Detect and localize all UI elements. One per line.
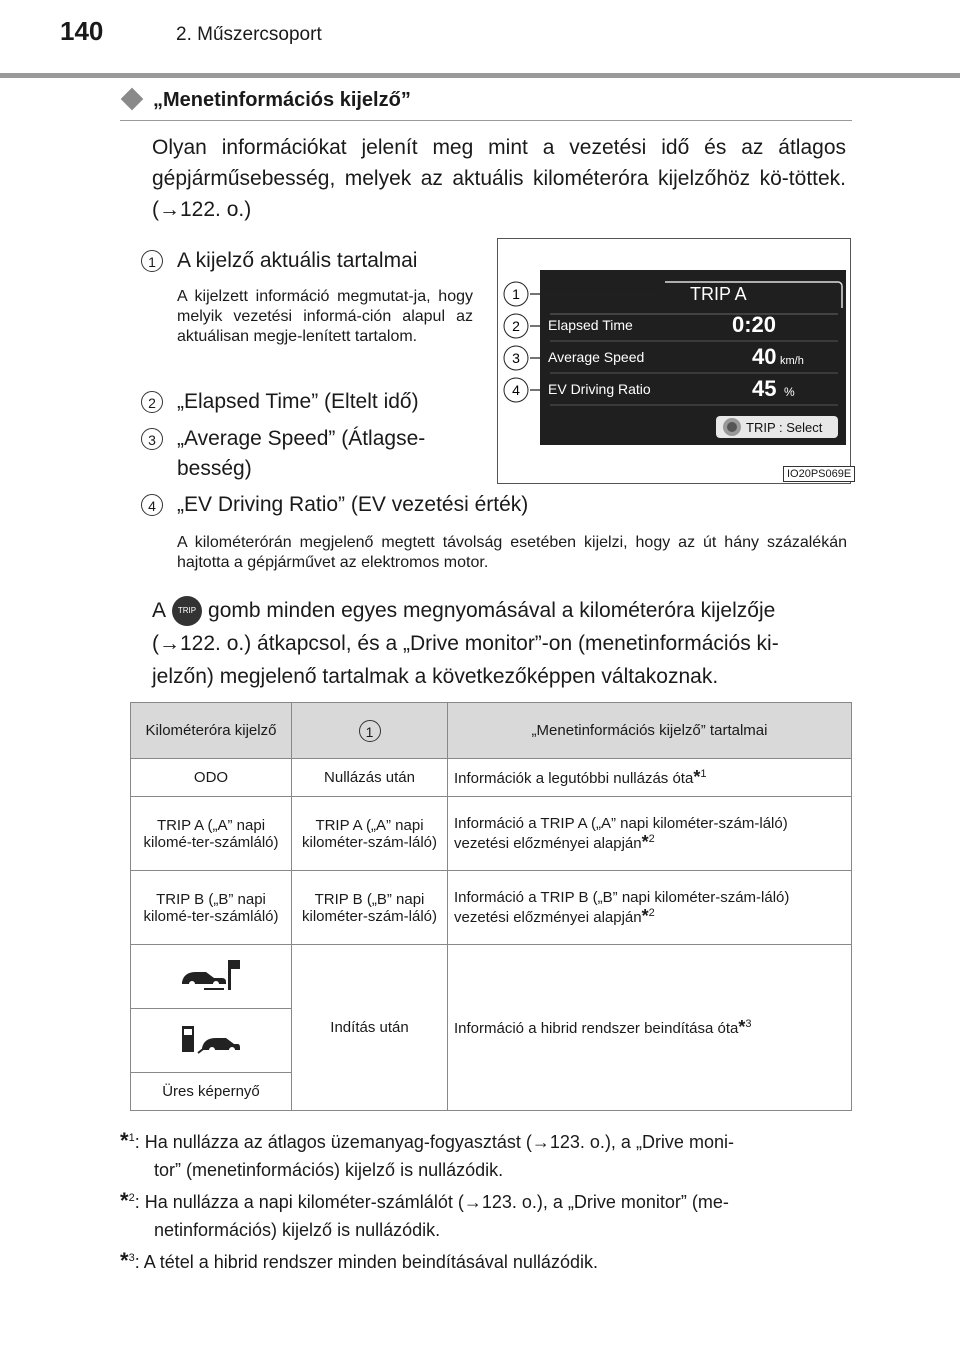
table-header-cell	[292, 703, 448, 759]
page-number: 140	[60, 16, 104, 46]
footnote-ref: 1	[700, 768, 707, 780]
car-flag-icon	[180, 958, 242, 992]
footnote-text: : Ha nullázza az átlagos üzemanyag-fogyasztást (→123. o.), a „Drive moni-	[134, 1132, 734, 1152]
footnote-text: : A tétel a hibrid rendszer minden beindításával nullázódik.	[134, 1252, 598, 1272]
para-text: jelzőn) megjelenő tartalmak a következőképpen váltakoznak.	[152, 665, 719, 688]
footnote	[120, 1124, 852, 1184]
chapter-title: 2. Műszercsoport	[176, 24, 322, 45]
table-cell: ODO	[131, 759, 292, 797]
item-title: A kijelző aktuális tartalmai	[177, 249, 418, 272]
table-cell: Információ a hibrid rendszer beindítása óta*$^3$	[448, 945, 852, 1111]
trip-paragraph	[152, 594, 852, 693]
info-table	[130, 702, 852, 1111]
item-title: „Elapsed Time” (Eltelt idő)	[177, 390, 419, 413]
table-cell: Üres képernyő	[131, 1073, 292, 1111]
item-title: „EV Driving Ratio” (EV vezetési érték)	[177, 493, 529, 516]
table-cell	[131, 1009, 292, 1073]
cell-text: Információ a TRIP A („A” napi kilométer-szám-láló) vezetési előzményei alapján	[454, 814, 788, 852]
screen-row-value: 0:20	[732, 312, 777, 337]
callout-number: 3	[512, 350, 520, 366]
table-row	[131, 945, 852, 1009]
footnote	[120, 1184, 852, 1244]
table-cell: TRIP A („A” napi kilomé-ter-számláló)	[131, 797, 292, 871]
callout-lines	[497, 238, 851, 484]
header-number: 1	[359, 720, 381, 742]
footnote-mark: *	[120, 1188, 129, 1213]
callout-number: 4	[512, 382, 520, 398]
callout-number: 1	[512, 286, 520, 302]
screen-row-unit: km/h	[780, 355, 804, 367]
footnote-ref: 2	[648, 906, 655, 919]
screen-row-label: Average Speed	[548, 349, 645, 365]
screen-row-unit: %	[784, 385, 795, 399]
table-header-row	[131, 703, 852, 759]
cell-text: Információ a TRIP B („B” napi kilométer-szám-láló) vezetési előzményei alapján	[454, 888, 790, 926]
fuel-car-icon	[180, 1022, 242, 1056]
table-header-cell: Kilométeróra kijelző	[131, 703, 292, 759]
footnote-ref: 3	[745, 1018, 752, 1030]
table-cell: TRIP B („B” napi kilométer-szám-láló)	[292, 871, 448, 945]
footnote-mark: *	[120, 1128, 129, 1153]
footnote-text: netinformációs) kijelző is nullázódik.	[154, 1220, 441, 1240]
item-description: A kilométerórán megjelenő megtett távolság esetében kijelzi, hogy az út hány százalékán hajtotta a gépjárművet az elektromos motor.	[177, 534, 847, 571]
item-number: 4	[141, 494, 163, 516]
callout-number: 2	[512, 318, 520, 334]
footnote-text: tor” (menetinformációs) kijelző is nullázódik.	[154, 1160, 504, 1180]
trip-button-icon: TRIP	[172, 596, 202, 626]
para-text: A	[152, 599, 167, 622]
header-rule	[0, 73, 960, 78]
table-row	[131, 759, 852, 797]
table-row	[131, 871, 852, 945]
figure-code: IO20PS069E	[783, 466, 855, 482]
footnote-ref: 2	[648, 832, 655, 845]
table-cell: Nullázás után	[292, 759, 448, 797]
table-cell: Információ a TRIP B („B” napi kilométer-szám-láló) vezetési előzményei alapján*$^2$	[448, 871, 852, 945]
table-row	[131, 797, 852, 871]
diamond-bullet-icon	[121, 88, 144, 111]
screen-row-value: 40	[752, 344, 777, 369]
screen-row-label: EV Driving Ratio	[548, 381, 651, 397]
footnote-mark: *	[120, 1248, 129, 1273]
screen-header: TRIP A	[690, 284, 747, 304]
table-cell: TRIP B („B” napi kilomé-ter-számláló)	[131, 871, 292, 945]
para-text: gomb minden egyes megnyomásával a kilométeróra kijelzője	[208, 599, 776, 622]
table-header-cell: „Menetinformációs kijelző” tartalmai	[448, 703, 852, 759]
table-cell: TRIP A („A” napi kilométer-szám-láló)	[292, 797, 448, 871]
item-number: 1	[141, 250, 163, 272]
footnote	[120, 1244, 852, 1276]
table-cell: Információk a legutóbbi nullázás óta*$^1$	[448, 759, 852, 797]
table-cell	[131, 945, 292, 1009]
footnote-num: 1	[128, 1132, 135, 1144]
section-title: „Menetinformációs kijelző”	[153, 89, 411, 111]
item-description: A kijelzett információ megmutat-ja, hogy melyik vezetési informá-ción alapul az aktuálisan megje-lenített tartalom.	[177, 288, 473, 345]
screen-row-label: Elapsed Time	[548, 317, 633, 333]
screen-row-value: 45	[752, 376, 777, 401]
footnote-num: 3	[128, 1252, 135, 1264]
footnote-num: 2	[128, 1192, 135, 1204]
item-number: 3	[141, 428, 163, 450]
item-title-cont: besség)	[177, 457, 252, 480]
item-title: „Average Speed” (Átlagse-	[177, 427, 426, 450]
item-number: 2	[141, 391, 163, 413]
para-text: (→122. o.) átkapcsol, és a „Drive monitor”-on (menetinformációs ki-	[152, 632, 779, 655]
section-rule	[120, 120, 852, 121]
cell-text: Információ a hibrid rendszer beindítása óta	[454, 1020, 739, 1037]
footnote-text: : Ha nullázza a napi kilométer-számlálót (→123. o.), a „Drive monitor” (me-	[134, 1192, 729, 1212]
cell-text: Információk a legutóbbi nullázás óta	[454, 770, 694, 787]
screen-footer: TRIP : Select	[746, 420, 823, 435]
table-cell: Információ a TRIP A („A” napi kilométer-szám-láló) vezetési előzményei alapján*$^2$	[448, 797, 852, 871]
section-intro: Olyan információkat jelenít meg mint a vezetési idő és az átlagos gépjárműsebesség, melyek az aktuális kilométeróra kijelzőhöz kö-töttek. (→122. o.)	[152, 136, 846, 221]
table-cell: Indítás után	[292, 945, 448, 1111]
